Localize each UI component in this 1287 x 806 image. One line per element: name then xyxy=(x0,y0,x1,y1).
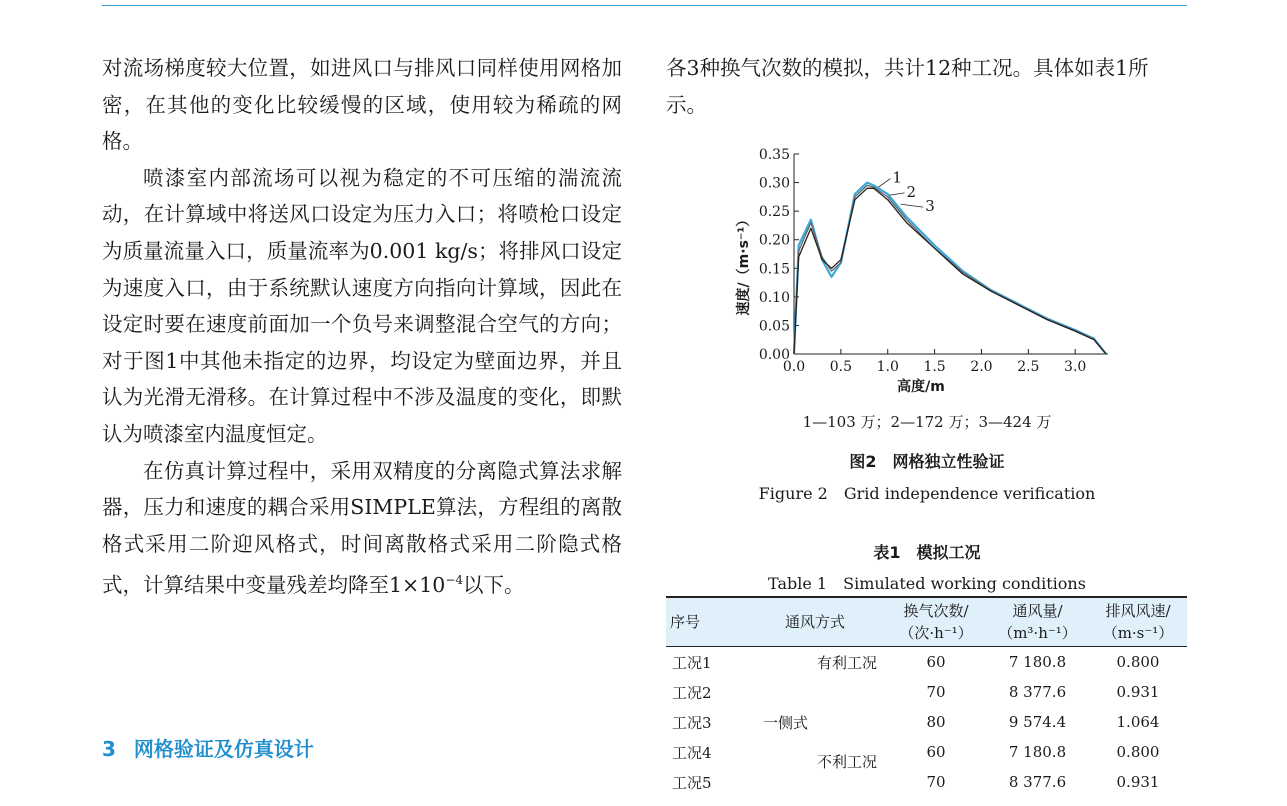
x-tick-label: 1.5 xyxy=(923,359,946,375)
header-method: 通风方式 xyxy=(744,597,886,647)
table-row xyxy=(666,647,1187,678)
cell-flow: 9 574.4 xyxy=(1008,713,1067,731)
series-leader-3 xyxy=(901,204,923,207)
table-header-row xyxy=(666,597,1187,647)
y-tick-label: 0.35 xyxy=(758,147,790,163)
cell-ach: 80 xyxy=(926,713,946,731)
x-tick-label: 1.0 xyxy=(876,359,899,375)
cell-no: 工况1 xyxy=(672,653,712,672)
cell-favorable: 有利工况 xyxy=(816,653,877,672)
header-flow-line1: 通风量/ xyxy=(1012,602,1063,620)
paragraph-3-text-b: 以下。 xyxy=(463,573,525,598)
x-tick-label: 2.5 xyxy=(1017,359,1040,375)
header-ach xyxy=(886,597,986,647)
right-column-text xyxy=(666,50,1188,123)
section-heading xyxy=(102,733,314,762)
y-tick-label: 0.10 xyxy=(758,289,790,306)
cell-speed: 0.800 xyxy=(1116,743,1160,761)
series-label-3: 3 xyxy=(925,197,935,216)
series-leader-1 xyxy=(878,179,890,188)
cell-no: 工况5 xyxy=(672,773,712,792)
y-tick-label: 0.30 xyxy=(758,175,790,192)
x-tick-label: 0.5 xyxy=(829,359,852,375)
top-rule xyxy=(102,5,1187,6)
left-column xyxy=(102,50,622,604)
cell-ach: 70 xyxy=(926,773,946,791)
conditions-table xyxy=(666,596,1187,797)
cell-no: 工况3 xyxy=(672,713,712,732)
figure-caption-en: Figure 2 Grid independence verification xyxy=(758,484,1096,503)
series-label-2: 2 xyxy=(906,182,917,201)
grid-independence-chart xyxy=(730,140,1130,405)
figure-legend-text: 1—103 万；2—172 万；3—424 万 xyxy=(802,413,1052,431)
series-line-3 xyxy=(794,183,1106,354)
header-speed-line2: （m·s⁻¹） xyxy=(1102,624,1174,642)
y-tick-label: 0.15 xyxy=(758,261,790,278)
cell-flow: 8 377.6 xyxy=(1008,683,1067,701)
cell-no: 工况2 xyxy=(672,683,712,702)
y-tick-label: 0.05 xyxy=(758,318,790,335)
cell-group: 一侧式 xyxy=(762,713,808,732)
cell-ach: 60 xyxy=(926,743,946,761)
paragraph-1: 对流场梯度较大位置，如进风口与排风口同样使用网格加密，在其他的变化比较缓慢的区域，使用较为稀疏的网格。 xyxy=(102,56,622,154)
series-line-2 xyxy=(794,182,1106,354)
y-tick-label: 0.00 xyxy=(758,347,790,363)
cell-speed: 0.800 xyxy=(1116,653,1160,671)
table-caption-en: Table 1 Simulated working conditions xyxy=(768,574,1086,593)
paragraph-2: 喷漆室内部流场可以视为稳定的不可压缩的湍流流动，在计算域中将送风口设定为压力入口；将喷枪口设定为质量流量入口，质量流率为0.001 kg/s；将排风口设定为速度入口，由于系统默认速度方向指向计算域，因此在设定时要在速度前面加一个负号来调整混合空气的方向；对于图1中其他未指定的边界，均设定为壁面边界，并且认为光滑无滑移。在计算过程中不涉及温度的变化，即默认为喷漆室内温度恒定。 xyxy=(102,165,622,446)
cell-flow: 7 180.8 xyxy=(1008,743,1067,761)
header-speed-line1: 排风风速/ xyxy=(1105,602,1171,620)
right-paragraph-1: 各3种换气次数的模拟，共计12种工况。具体如表1所示。 xyxy=(666,56,1149,117)
x-tick-label: 0.0 xyxy=(782,359,806,375)
paragraph-3-text-a: 在仿真计算过程中，采用双精度的分离隐式算法求解器，压力和速度的耦合采用SIMPLE算法，方程组的离散格式采用二阶迎风格式，时间离散格式采用二阶隐式格式，计算结果中变量残差均降至1×10 xyxy=(102,458,622,598)
figure-caption-zh: 图2 网格独立性验证 xyxy=(849,452,1005,471)
header-flow-line2: （m³·h⁻¹） xyxy=(998,624,1077,642)
header-ach-line1: 换气次数/ xyxy=(903,602,969,620)
header-speed xyxy=(1089,597,1187,647)
cell-ach: 60 xyxy=(926,653,946,671)
x-tick-label: 3.0 xyxy=(1064,359,1087,375)
cell-unfavorable: 不利工况 xyxy=(816,752,877,771)
header-no: 序号 xyxy=(666,597,744,647)
series-leader-2 xyxy=(890,193,905,195)
y-tick-label: 0.25 xyxy=(758,204,790,221)
section-title: 网格验证及仿真设计 xyxy=(133,737,314,761)
cell-flow: 8 377.6 xyxy=(1008,773,1067,791)
cell-speed: 0.931 xyxy=(1116,773,1160,791)
paragraph-3 xyxy=(102,453,622,604)
cell-speed: 1.064 xyxy=(1116,713,1160,731)
cell-speed: 0.931 xyxy=(1116,683,1160,701)
section-number: 3 xyxy=(102,737,116,761)
header-ach-line2: （次·h⁻¹） xyxy=(899,624,973,642)
x-axis-label: 高度/m xyxy=(897,379,945,395)
cell-flow: 7 180.8 xyxy=(1008,653,1067,671)
header-flow xyxy=(986,597,1089,647)
series-line-1 xyxy=(794,188,1106,354)
table-caption-zh: 表1 模拟工况 xyxy=(873,543,981,562)
paragraph-3-exponent: −4 xyxy=(445,573,464,588)
x-tick-label: 2.0 xyxy=(970,359,993,375)
cell-ach: 70 xyxy=(926,683,946,701)
cell-no: 工况4 xyxy=(672,743,712,762)
series-label-1: 1 xyxy=(892,168,902,187)
y-axis-label: 速度/（m·s⁻¹） xyxy=(736,212,752,316)
y-tick-label: 0.20 xyxy=(758,232,790,249)
